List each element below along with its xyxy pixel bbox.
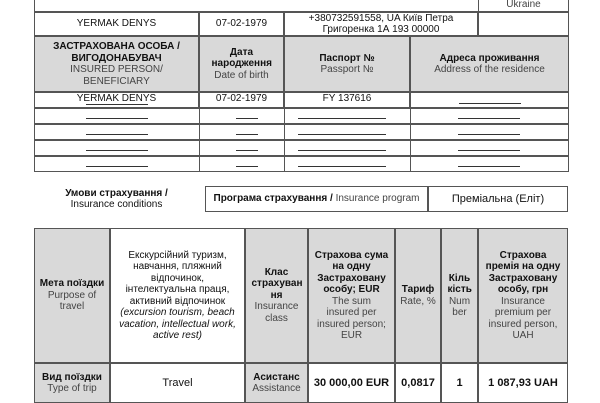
premium-header bbox=[478, 228, 568, 363]
purpose-header bbox=[34, 228, 110, 363]
qty-value: 1 bbox=[456, 376, 463, 389]
top-dob-cell bbox=[199, 12, 284, 36]
address-header bbox=[410, 36, 569, 92]
premium-header-en: Insurance premium per insured person, UAH bbox=[488, 295, 558, 341]
sum-header-en: The sum insured per insured person; EUR bbox=[317, 295, 386, 341]
address-header-ua: Адреса проживання bbox=[439, 52, 540, 64]
premium-header-ua: Страхова премія на одну Застраховану особу, грн bbox=[485, 249, 561, 295]
blank-line bbox=[86, 150, 148, 151]
purpose-value-ua: Екскурсійний туризм, навчання, пляжний відпочинок, інтелектуальна праця, активний відпочинок bbox=[125, 249, 230, 307]
top-phone-line1: +380732591558, UA Київ Петра bbox=[308, 12, 454, 24]
insured-row-dob-cell bbox=[199, 92, 284, 108]
trip-type-header bbox=[34, 363, 110, 403]
top-address-cell bbox=[284, 12, 478, 36]
insured-row-passport-cell bbox=[284, 92, 410, 108]
class-header-en: Insurance class bbox=[254, 301, 299, 324]
sum-header-ua: Страхова сума на одну Застраховану особу; EUR bbox=[314, 249, 389, 295]
passport-header-ua: Паспорт № bbox=[319, 52, 375, 64]
blank-line bbox=[236, 150, 258, 151]
dob-header bbox=[199, 36, 284, 92]
purpose-value-cell bbox=[110, 228, 245, 363]
class-value-cell bbox=[245, 363, 308, 403]
top-phone-line2: Григоренка 1А 193 00000 bbox=[322, 24, 440, 35]
insured-person-header-ua: ЗАСТРАХОВАНА ОСОБА / ВИГОДОНАБУВАЧ bbox=[53, 41, 180, 64]
address-blank-line bbox=[459, 103, 521, 104]
qty-value-cell bbox=[441, 363, 478, 403]
top-country: Ukraine bbox=[506, 0, 541, 11]
passport-header-en: Passport № bbox=[320, 64, 374, 75]
top-name: YERMAK DENYS bbox=[76, 18, 157, 30]
insured-row-name-cell bbox=[34, 92, 199, 108]
blank-line bbox=[86, 118, 148, 119]
empty-row-2 bbox=[34, 124, 569, 140]
conditions-label-en: Insurance conditions bbox=[70, 199, 163, 210]
empty-rows-column-lines bbox=[410, 108, 411, 172]
insured-row-name: YERMAK DENYS bbox=[76, 93, 157, 104]
insured-person-header bbox=[34, 36, 199, 92]
rate-value: 0,0817 bbox=[401, 376, 435, 389]
class-header bbox=[245, 228, 308, 363]
blank-line bbox=[236, 166, 258, 167]
program-label-ua: Програма страхування / bbox=[213, 193, 333, 205]
empty-row-1 bbox=[34, 108, 569, 124]
blank-line bbox=[86, 104, 148, 105]
qty-header-ua: Кіль кість bbox=[447, 272, 472, 295]
insured-person-header-en: INSURED PERSON/ BENEFICIARY bbox=[70, 64, 163, 87]
purpose-value-en: (excursion tourism, beach vacation, intellectual work, active rest) bbox=[119, 307, 236, 341]
blank-line bbox=[458, 134, 520, 135]
conditions-label-ua: Умови страхування / bbox=[65, 187, 168, 199]
purpose-header-en: Purpose of travel bbox=[47, 289, 97, 313]
blank-line bbox=[86, 166, 148, 167]
blank-line bbox=[298, 166, 386, 167]
dob-header-ua: Дата народження bbox=[211, 46, 272, 70]
program-value: Преміальна (Еліт) bbox=[451, 192, 545, 205]
blank-line bbox=[298, 150, 386, 151]
sum-value: 30 000,00 EUR bbox=[313, 376, 390, 389]
blank-line bbox=[298, 118, 386, 119]
blank-line bbox=[298, 134, 386, 135]
top-country-cell bbox=[478, 0, 569, 12]
blank-line bbox=[458, 150, 520, 151]
class-value-en: Assistance bbox=[252, 383, 301, 394]
trip-type-value: Travel bbox=[162, 376, 193, 389]
dob-header-en: Date of birth bbox=[214, 69, 269, 81]
premium-value: 1 087,93 UAH bbox=[488, 376, 558, 389]
top-empty-cell bbox=[478, 12, 569, 36]
passport-header bbox=[284, 36, 410, 92]
blank-line bbox=[86, 134, 148, 135]
program-value-cell bbox=[428, 186, 568, 212]
premium-value-cell bbox=[478, 363, 568, 403]
empty-rows-column-lines bbox=[199, 108, 200, 172]
blank-line bbox=[236, 134, 258, 135]
qty-header-en: Num ber bbox=[448, 295, 471, 318]
rate-header bbox=[395, 228, 441, 363]
insured-row-dob: 07-02-1979 bbox=[215, 93, 268, 104]
trip-type-ua: Вид поїздки bbox=[42, 371, 102, 383]
blank-line bbox=[458, 166, 520, 167]
class-header-ua: Клас страхуван ня bbox=[251, 266, 303, 301]
program-cell bbox=[205, 186, 428, 212]
rate-header-en: Rate, % bbox=[400, 295, 436, 307]
blank-line bbox=[236, 118, 258, 119]
address-header-en: Address of the residence bbox=[434, 64, 545, 75]
qty-header bbox=[441, 228, 478, 363]
class-value-ua: Асистанс bbox=[253, 371, 300, 383]
rate-value-cell bbox=[395, 363, 441, 403]
sum-header bbox=[308, 228, 395, 363]
insured-row-passport: FY 137616 bbox=[322, 93, 372, 104]
top-dob: 07-02-1979 bbox=[215, 18, 268, 30]
program-label-en: Insurance program bbox=[335, 193, 420, 205]
empty-rows-column-lines bbox=[284, 108, 285, 172]
sum-value-cell bbox=[308, 363, 395, 403]
purpose-header-ua: Мета поїздки bbox=[39, 278, 105, 290]
insured-row-address-cell bbox=[410, 92, 569, 108]
blank-line bbox=[458, 118, 520, 119]
empty-row-4 bbox=[34, 156, 569, 172]
empty-row-3 bbox=[34, 140, 569, 156]
top-name-cell bbox=[34, 12, 199, 36]
trip-type-value-cell bbox=[110, 363, 245, 403]
rate-header-ua: Тариф bbox=[401, 284, 435, 295]
conditions-label bbox=[34, 184, 199, 214]
trip-type-en: Type of trip bbox=[47, 383, 97, 394]
